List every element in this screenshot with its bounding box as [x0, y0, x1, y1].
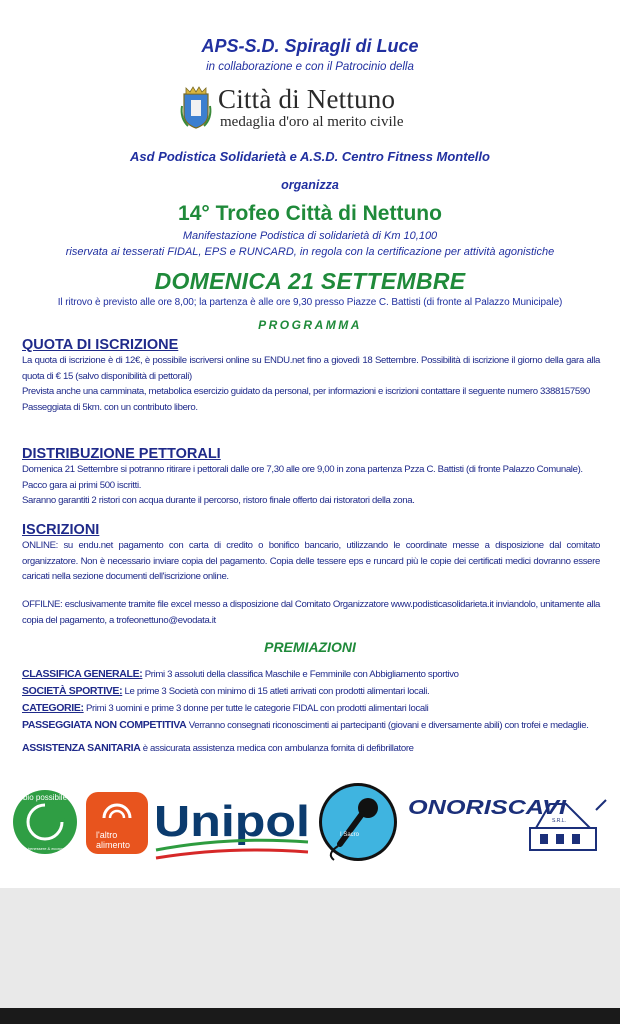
award-item	[22, 666, 612, 683]
bottom-bar	[0, 1008, 620, 1024]
altro-text-1: l'altro	[96, 830, 118, 840]
award-label: SOCIETÀ SPORTIVE:	[22, 685, 123, 697]
assistenza-text: è assicurata assistenza medica con ambulanza fornita di defibrillatore	[140, 743, 414, 754]
iscrizioni-section	[22, 522, 600, 585]
onoriscavi-srl: S.R.L.	[552, 818, 566, 824]
quota-text-1: La quota di iscrizione è di 12€, è possibile iscriversi online su ENDU.net fino a giovedì 18 Settembre. Possibilità di iscrizione il giorno della gara alla quota di € 15 (salvo disponibilità di pettorali)	[22, 355, 600, 382]
city-motto: medaglia d'oro al merito civile	[220, 114, 404, 130]
sponsor-logos	[0, 780, 620, 870]
quota-text-3: Passeggiata di 5km. con un contributo libero.	[22, 401, 198, 413]
iscrizioni-offline: OFFILNE: esclusivamente tramite file excel messo a disposizione dal Comitato Organizzatore www.podisticasolidarieta.it inviandolo, unitamente alla copia del pagamento, a trofeonettuno@evodata.it	[22, 599, 600, 626]
award-text: Le prime 3 Società con minimo di 15 atleti arrivati con prodotti alimentari locali.	[122, 686, 430, 697]
partners-line: Asd Podistica Solidarietà e A.S.D. Centro Fitness Montello	[130, 149, 490, 164]
unipol-text: Unipol	[154, 797, 310, 846]
org-name: APS-S.D. Spiragli di Luce	[201, 36, 419, 56]
pettorali-section	[22, 446, 600, 509]
iscrizioni-offline-block	[22, 597, 600, 628]
unipol-logo	[154, 797, 310, 858]
altro-alimento-logo	[86, 792, 148, 854]
pettorali-text-3: Saranno garantiti 2 ristori con acqua durante il percorso, ristoro finale offerto dai ristoratori della zona.	[22, 495, 415, 506]
award-label: PASSEGGIATA NON COMPETITIVA	[22, 719, 187, 731]
meeting-info: Il ritrovo è previsto alle ore 8,00; la partenza è alle ore 9,30 presso Piazze C. Battisti (di fronte al Palazzo Municipale)	[57, 297, 563, 308]
iscrizioni-online: ONLINE: su endu.net pagamento con carta di credito o bonifico bancario, utilizzando le coordinate messe a disposizione dal comitato organizzatore. Non è necessario inviare copia del pagamento. Copia delle tessere eps e runcard più le copie dei certificati medici dovranno essere caricati nella sezione documenti dell'iscrizione online.	[22, 540, 600, 582]
bio-small-text: bio benessere & economia	[21, 846, 69, 851]
onoriscavi-logo	[408, 797, 606, 850]
event-date: DOMENICA 21 SETTEMBRE	[154, 268, 466, 294]
mic-text: I Sacro	[340, 832, 360, 838]
assistenza-label: ASSISTENZA SANITARIA	[22, 742, 141, 754]
quota-title: QUOTA DI ISCRIZIONE	[22, 337, 179, 353]
premiazioni-heading: PREMIAZIONI	[264, 639, 356, 655]
organizes-line: organizza	[281, 178, 339, 192]
city-crest-icon	[178, 84, 214, 130]
award-label: CLASSIFICA GENERALE:	[22, 668, 143, 680]
awards-list	[22, 666, 612, 757]
award-item	[22, 700, 612, 717]
award-item	[22, 717, 612, 734]
award-text: Verranno consegnati riconoscimenti ai partecipanti (giovani e diversamente abili) con trofei e medaglie.	[186, 720, 589, 731]
bio-possibile-text: bio possibile	[22, 793, 68, 802]
award-item	[22, 683, 612, 700]
city-logo-text	[218, 84, 403, 130]
programma-heading: PROGRAMMA	[258, 318, 362, 332]
event-subtitle-1: Manifestazione Podistica di solidarietà di Km 10,100	[182, 230, 438, 242]
altro-text-2: alimento	[96, 840, 131, 850]
award-text: Primi 3 uomini e prime 3 donne per tutte le categorie FIDAL con prodotti alimentari locali	[83, 703, 429, 714]
pettorali-text-2: Pacco gara ai primi 500 iscritti.	[22, 479, 142, 491]
award-label: CATEGORIE:	[22, 702, 84, 714]
city-name: Città di Nettuno	[218, 84, 396, 114]
award-text: Primi 3 assoluti della classifica Maschile e Femminile con Abbigliamento sportivo	[142, 669, 459, 680]
event-subtitle-2: riservata ai tesserati FIDAL, EPS e RUNCARD, in regola con la certificazione per attività agonistiche	[65, 246, 555, 258]
event-title: 14° Trofeo Città di Nettuno	[178, 202, 442, 225]
quota-section	[22, 337, 600, 415]
assistenza-line	[22, 740, 612, 757]
onoriscavi-text: ONORISCAVI	[408, 797, 567, 819]
pettorali-title: DISTRIBUZIONE PETTORALI	[22, 446, 221, 462]
iscrizioni-title: ISCRIZIONI	[22, 522, 100, 538]
pettorali-text-1: Domenica 21 Settembre si potranno ritirare i pettorali dalle ore 7,30 alle ore 9,00 in zona partenza Pzza C. Battisti (di fronte Palazzo Comunale).	[22, 464, 583, 475]
bio-possibile-logo	[13, 790, 77, 854]
microphone-logo	[319, 783, 397, 861]
collab-line: in collaborazione e con il Patrocinio della	[206, 61, 414, 73]
quota-text-2: Prevista anche una camminata, metabolica esercizio guidato da personal, per informazioni e iscrizioni contattare il seguente numero 3388157590	[22, 386, 590, 397]
